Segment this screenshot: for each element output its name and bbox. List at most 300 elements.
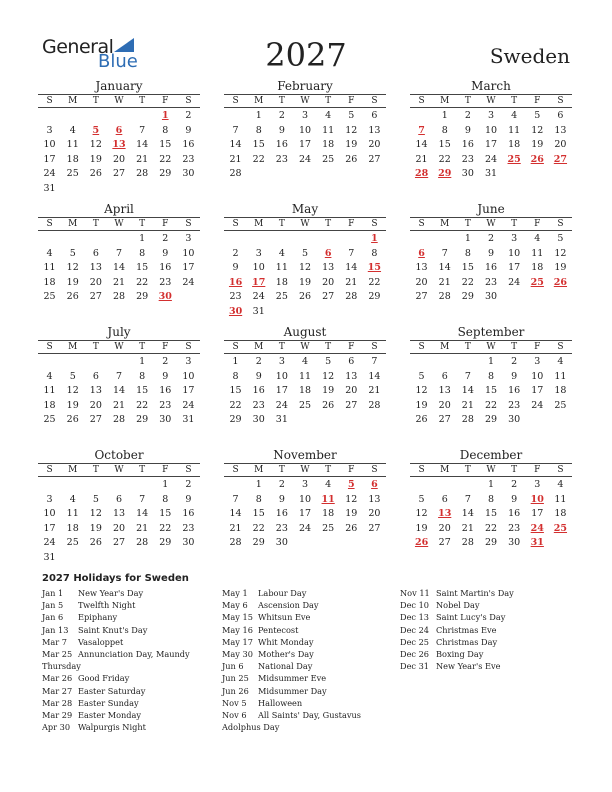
weekday-label: S: [46, 219, 53, 229]
day: 19: [554, 262, 567, 274]
holiday-row: [222, 721, 392, 733]
month-title: August: [283, 325, 327, 339]
day: 6: [92, 370, 99, 382]
day: 19: [66, 276, 79, 288]
day: 21: [229, 153, 242, 165]
day: 31: [252, 305, 265, 317]
holiday-name: Saint Lucy's Day: [436, 612, 506, 623]
weekday-label: M: [68, 96, 78, 106]
day-empty: [38, 478, 61, 493]
day-empty: [317, 232, 340, 247]
day: 15: [461, 262, 474, 274]
weekday-label: T: [92, 96, 99, 106]
weekday-label: T: [464, 465, 471, 475]
day: 20: [345, 385, 358, 397]
day: 26: [298, 291, 312, 303]
holiday-date: May 16: [222, 624, 253, 635]
day: 16: [484, 262, 498, 274]
holiday-name: Halloween: [258, 697, 303, 708]
weekday-label: F: [162, 342, 169, 352]
day: 16: [275, 508, 288, 520]
day-empty: [224, 478, 247, 493]
day: 16: [182, 508, 195, 520]
day: 17: [298, 139, 312, 151]
day-empty: [456, 355, 479, 370]
day-empty: [107, 232, 130, 247]
day: 8: [139, 370, 146, 382]
weekday-label: T: [92, 219, 99, 229]
weekday-label: S: [371, 465, 378, 475]
weekday-label: M: [68, 465, 78, 475]
day-empty: [293, 232, 316, 247]
day: 1: [441, 110, 448, 121]
day: 18: [275, 276, 288, 288]
day: 31: [275, 414, 288, 426]
day: 13: [438, 385, 451, 397]
day: 25: [43, 291, 56, 303]
day: 10: [531, 370, 544, 382]
day-empty: [224, 232, 247, 247]
month-june: [410, 202, 572, 305]
day: 7: [371, 356, 378, 367]
holidays-title: 2027 Holidays for Sweden: [42, 573, 189, 584]
day: 27: [368, 522, 381, 534]
day: 18: [322, 508, 335, 520]
day: 16: [182, 139, 195, 151]
weekday-label: S: [46, 465, 53, 475]
weekday-label: S: [418, 342, 425, 352]
day: 28: [461, 414, 474, 426]
day: 1: [232, 356, 239, 367]
day: 21: [112, 399, 126, 411]
day: 9: [162, 247, 169, 259]
holiday-row: [42, 685, 212, 697]
day-empty: [107, 355, 130, 370]
day: 14: [136, 508, 149, 520]
day: 23: [159, 399, 172, 411]
holiday-day: 1: [371, 233, 378, 244]
day: 31: [43, 182, 56, 194]
day: 30: [252, 414, 265, 426]
weekday-label: T: [278, 465, 285, 475]
day-empty: [61, 109, 84, 124]
day: 1: [139, 356, 146, 367]
day: 14: [229, 139, 242, 151]
day: 13: [345, 370, 358, 382]
day: 23: [182, 153, 195, 165]
day: 17: [43, 522, 56, 534]
month-july: [38, 325, 200, 428]
day-grid: [224, 232, 386, 320]
day: 17: [298, 508, 312, 520]
day: 26: [66, 414, 79, 426]
day-grid: [224, 355, 386, 428]
weekday-label: M: [254, 96, 264, 106]
day-empty: [410, 478, 433, 493]
day: 23: [508, 399, 521, 411]
day-empty: [38, 232, 61, 247]
holiday-day: 16: [228, 276, 243, 288]
day: 4: [325, 110, 332, 121]
holiday-day: 17: [252, 276, 266, 288]
day: 11: [43, 262, 56, 274]
holiday-row: [400, 660, 570, 672]
holiday-date: May 1: [222, 588, 248, 598]
weekday-label: M: [68, 342, 78, 352]
holiday-day: 6: [418, 247, 425, 259]
day: 9: [185, 493, 192, 505]
day: 13: [368, 124, 381, 136]
day: 16: [159, 262, 172, 274]
weekday-label: S: [46, 96, 53, 106]
weekday-label: S: [185, 96, 192, 106]
day-empty: [131, 478, 154, 493]
day: 6: [371, 110, 378, 121]
day: 27: [322, 291, 335, 303]
weekday-header: [38, 94, 200, 108]
day: 2: [464, 110, 471, 121]
holiday-day: 6: [324, 247, 332, 259]
holiday-day: 26: [414, 537, 429, 549]
day: 9: [232, 262, 239, 274]
day: 21: [368, 385, 381, 397]
day: 11: [66, 139, 79, 151]
holiday-date: Mar 28: [42, 697, 73, 708]
holiday-row: [222, 624, 392, 636]
day: 24: [43, 168, 56, 180]
day-empty: [61, 232, 84, 247]
holiday-name: Epiphany: [78, 612, 118, 623]
day: 26: [345, 522, 358, 534]
holiday-name: Pentecost: [258, 624, 299, 635]
day: 23: [252, 399, 265, 411]
day: 9: [487, 247, 495, 259]
day: 4: [46, 247, 53, 259]
month-title: January: [95, 79, 143, 93]
day-grid: [410, 478, 572, 551]
day: 9: [464, 124, 471, 136]
holiday-day: 6: [115, 124, 123, 136]
month-title: March: [471, 79, 511, 93]
day: 8: [162, 493, 169, 505]
day: 1: [464, 233, 471, 244]
weekday-label: F: [348, 465, 355, 475]
day: 22: [252, 153, 265, 165]
day: 16: [159, 385, 172, 397]
day: 8: [487, 493, 495, 505]
holiday-column: [222, 587, 392, 733]
holiday-row: [400, 624, 570, 636]
day: 5: [534, 110, 541, 121]
day: 24: [298, 522, 312, 534]
holiday-day: 31: [530, 537, 544, 549]
day: 2: [162, 233, 169, 244]
holiday-row: [222, 587, 392, 599]
day: 24: [252, 291, 265, 303]
day: 22: [159, 153, 172, 165]
day-empty: [433, 355, 456, 370]
day: 25: [554, 399, 567, 411]
day: 17: [508, 262, 521, 274]
day: 26: [66, 291, 79, 303]
day: 2: [511, 479, 518, 490]
weekday-label: W: [300, 219, 310, 229]
day: 19: [322, 385, 335, 397]
holiday-name: Whit Monday: [258, 636, 314, 647]
day: 26: [89, 168, 102, 180]
holiday-date: Jun 6: [222, 661, 244, 672]
day: 23: [275, 522, 288, 534]
day: 3: [487, 110, 495, 121]
day: 22: [136, 399, 149, 411]
day: 29: [461, 291, 474, 303]
holiday-date: Jan 5: [42, 600, 64, 611]
weekday-label: W: [114, 342, 124, 352]
day-empty: [84, 355, 107, 370]
day: 5: [418, 370, 425, 382]
day: 2: [185, 110, 192, 121]
holiday-date: May 17: [222, 636, 253, 647]
day: 20: [438, 522, 451, 534]
day: 24: [298, 153, 312, 165]
holiday-name: Labour Day: [258, 588, 307, 598]
weekday-label: T: [92, 465, 99, 475]
day: 6: [441, 370, 448, 382]
day: 9: [511, 493, 518, 505]
day: 28: [136, 537, 149, 549]
holiday-date: Dec 10: [400, 600, 430, 611]
day: 19: [345, 139, 358, 151]
day: 15: [484, 385, 498, 397]
weekday-label: S: [418, 96, 425, 106]
holiday-row: [222, 648, 392, 660]
day-empty: [224, 109, 247, 124]
day: 12: [345, 124, 358, 136]
weekday-header: [224, 94, 386, 108]
day: 26: [345, 153, 358, 165]
day: 11: [554, 493, 567, 505]
day-empty: [107, 478, 130, 493]
weekday-label: M: [254, 219, 264, 229]
weekday-label: S: [46, 342, 53, 352]
day: 27: [438, 414, 451, 426]
holiday-name: New Year's Eve: [436, 661, 501, 672]
holiday-day: 6: [371, 479, 378, 490]
day: 17: [43, 153, 56, 165]
day: 5: [325, 356, 332, 367]
holiday-name: Easter Sunday: [78, 697, 139, 708]
weekday-label: T: [278, 219, 285, 229]
day: 1: [255, 479, 262, 490]
weekday-label: W: [486, 219, 496, 229]
weekday-label: S: [371, 342, 378, 352]
holiday-name: Midsummer Eve: [258, 673, 327, 684]
weekday-label: S: [185, 342, 192, 352]
holiday-day: 11: [321, 493, 335, 505]
day: 22: [438, 153, 451, 165]
day: 11: [275, 262, 288, 274]
holiday-day: 27: [553, 153, 568, 165]
day: 28: [461, 537, 474, 549]
day: 22: [461, 276, 474, 288]
holiday-name: Saint Martin's Day: [436, 588, 514, 598]
weekday-label: T: [92, 342, 99, 352]
calendar-country: Sweden: [489, 44, 570, 68]
day: 29: [229, 414, 242, 426]
day: 20: [438, 399, 451, 411]
day: 10: [298, 124, 312, 136]
holiday-row: [42, 660, 212, 672]
day: 4: [278, 247, 285, 259]
weekday-label: F: [348, 96, 355, 106]
day: 25: [322, 522, 335, 534]
day: 9: [511, 370, 518, 382]
day-empty: [410, 109, 433, 124]
weekday-label: W: [300, 465, 310, 475]
day-empty: [84, 109, 107, 124]
day: 22: [484, 399, 498, 411]
holiday-row: [222, 660, 392, 672]
weekday-label: S: [232, 465, 239, 475]
day: 31: [484, 168, 498, 180]
day: 15: [229, 385, 242, 397]
day: 26: [89, 537, 102, 549]
day: 5: [301, 247, 309, 259]
holiday-name: Walpurgis Night: [78, 722, 146, 733]
holiday-name: Easter Monday: [78, 710, 142, 721]
month-title: November: [273, 448, 337, 462]
day: 2: [278, 479, 285, 490]
day: 29: [484, 414, 498, 426]
day: 2: [232, 247, 239, 259]
holiday-date: Jun 25: [222, 673, 249, 684]
weekday-header: [410, 340, 572, 354]
weekday-label: F: [348, 219, 355, 229]
day: 18: [554, 385, 567, 397]
holiday-row: [222, 636, 392, 648]
day: 5: [557, 233, 564, 244]
day: 3: [46, 493, 53, 505]
holiday-name: New Year's Day: [78, 588, 144, 598]
weekday-label: T: [464, 219, 471, 229]
day: 20: [415, 276, 428, 288]
holiday-date: Dec 25: [400, 636, 430, 647]
weekday-label: W: [114, 96, 124, 106]
day: 27: [368, 153, 381, 165]
holiday-row: [222, 709, 392, 721]
holiday-name: Christmas Eve: [436, 624, 497, 635]
holiday-date: Jan 1: [42, 588, 64, 598]
day: 13: [415, 262, 428, 274]
day: 3: [185, 356, 192, 367]
day: 7: [139, 124, 146, 136]
holiday-day: 26: [530, 153, 544, 165]
day: 13: [554, 124, 567, 136]
day: 25: [66, 168, 79, 180]
day: 29: [368, 291, 381, 303]
day: 13: [89, 385, 102, 397]
day-empty: [131, 109, 154, 124]
day: 2: [185, 479, 192, 490]
day: 14: [368, 370, 381, 382]
holiday-row: [42, 709, 212, 721]
day-grid: [410, 232, 572, 305]
day: 21: [461, 522, 474, 534]
day: 20: [112, 522, 126, 534]
day: 19: [66, 399, 79, 411]
day: 25: [66, 537, 79, 549]
holiday-row: [42, 721, 212, 733]
holiday-row: [42, 599, 212, 611]
day: 9: [278, 124, 285, 136]
holiday-day: 28: [414, 168, 429, 180]
holiday-date: Dec 13: [400, 612, 430, 623]
day: 25: [275, 291, 288, 303]
day: 1: [487, 479, 495, 490]
day: 12: [298, 262, 312, 274]
holiday-name: Saint Knut's Day: [78, 624, 148, 635]
weekday-label: S: [418, 465, 425, 475]
day: 7: [139, 493, 146, 505]
weekday-label: S: [557, 219, 564, 229]
day: 3: [301, 479, 309, 490]
weekday-label: W: [300, 342, 310, 352]
weekday-label: F: [162, 465, 169, 475]
day-empty: [38, 109, 61, 124]
month-november: [224, 448, 386, 551]
day: 11: [43, 385, 56, 397]
day: 5: [418, 493, 425, 505]
weekday-label: T: [139, 465, 146, 475]
weekday-label: F: [534, 465, 541, 475]
day: 15: [136, 262, 149, 274]
day-empty: [410, 232, 433, 247]
day: 3: [255, 247, 262, 259]
day: 20: [322, 276, 335, 288]
day: 17: [531, 385, 544, 397]
day: 18: [66, 522, 79, 534]
day: 6: [557, 110, 564, 121]
day: 16: [508, 385, 521, 397]
weekday-header: [38, 217, 200, 231]
weekday-label: T: [325, 96, 332, 106]
day-grid: [38, 232, 200, 305]
month-title: April: [104, 202, 134, 216]
holiday-name: Whitsun Eve: [258, 612, 311, 623]
holiday-row: [222, 672, 392, 684]
holiday-date: Jan 6: [42, 612, 64, 623]
day: 30: [508, 414, 521, 426]
day: 2: [278, 110, 285, 121]
day: 20: [368, 139, 381, 151]
holiday-day: 5: [92, 124, 100, 136]
day: 16: [275, 139, 288, 151]
weekday-label: T: [325, 219, 332, 229]
day: 4: [557, 356, 564, 367]
month-title: December: [459, 448, 523, 462]
day-grid: [224, 109, 386, 182]
holiday-date: Mar 25: [42, 649, 73, 660]
holiday-date: Mar 29: [42, 710, 73, 721]
day: 22: [368, 276, 381, 288]
weekday-label: S: [185, 465, 192, 475]
holiday-row: [42, 672, 212, 684]
month-september: [410, 325, 572, 428]
month-april: [38, 202, 200, 305]
weekday-label: M: [440, 219, 450, 229]
holiday-row: [42, 648, 212, 660]
day: 10: [182, 370, 195, 382]
